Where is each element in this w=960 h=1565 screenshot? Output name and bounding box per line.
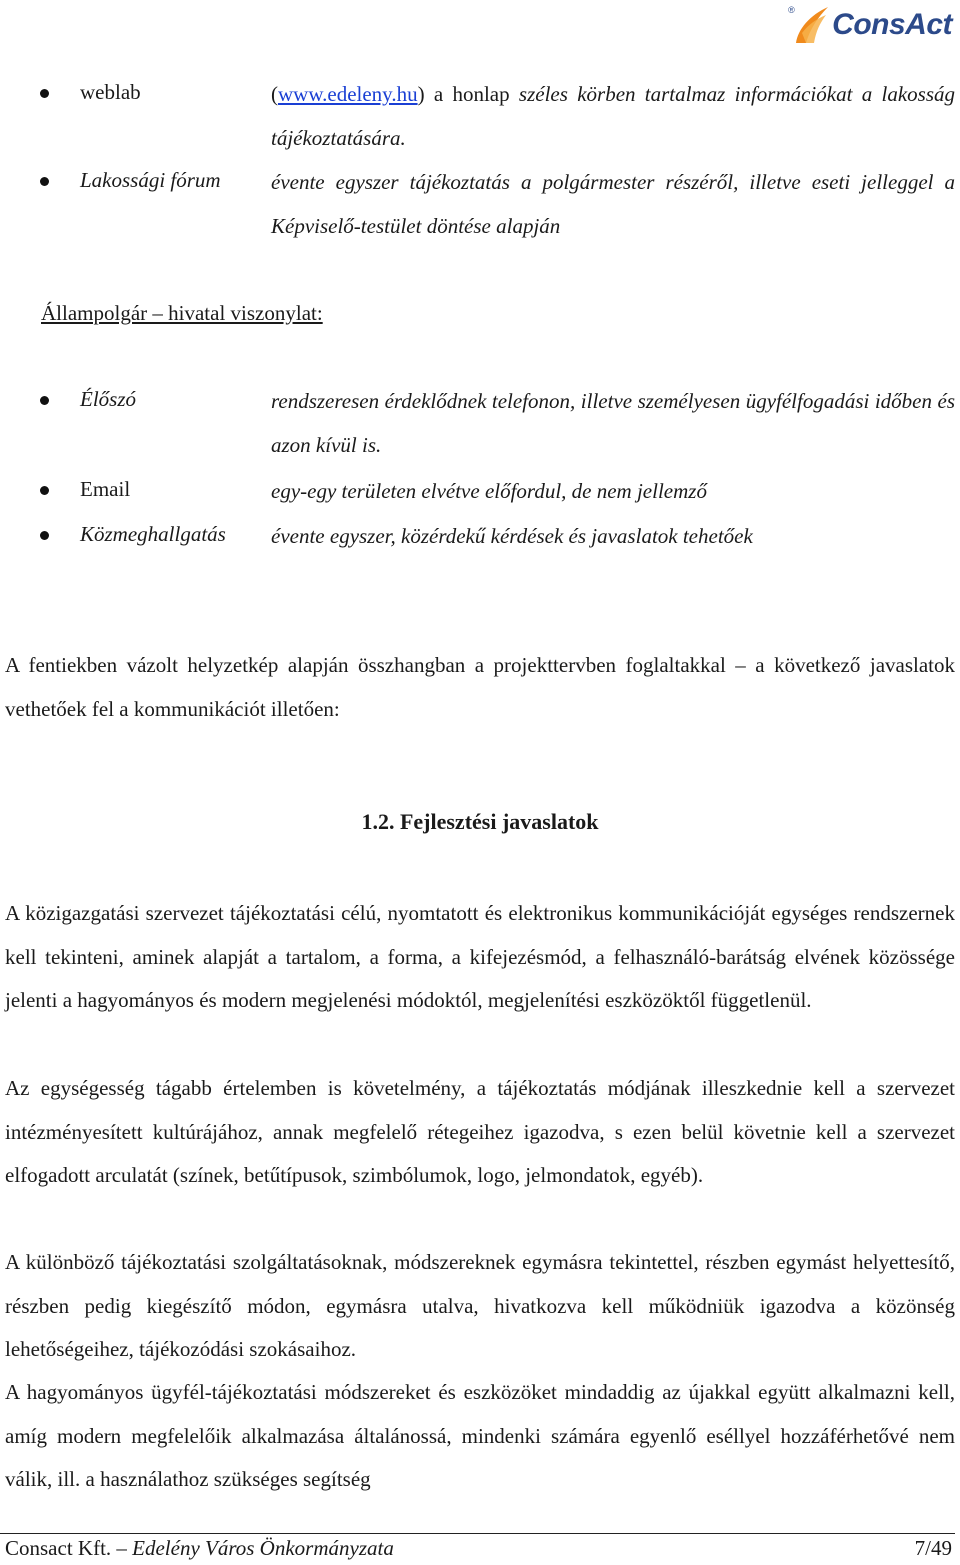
list-description: évente egyszer tájékoztatás a polgármester részéről, illetve eseti jelleggel a Képviselő-testület döntése alapján [271, 170, 955, 238]
registered-mark: ® [788, 5, 795, 15]
footer-company: Consact Kft. [5, 1536, 112, 1560]
body-paragraph: Az egységesség tágabb értelemben is követelmény, a tájékoztatás módjának illeszkednie kell a szervezet intézményesített kultúrájához, annak megfelelő rétegeihez igazodva, s ezen belül követnie kell a szervezet elfogadott arculatát (színek, betűtípusok, szimbólumok, logo, jelmondatok, egyéb). [5, 1076, 955, 1188]
footer-client: Edelény Város Önkormányzata [132, 1536, 394, 1560]
bullet-icon [40, 89, 49, 98]
logo-mark-icon [788, 3, 830, 47]
bullet-icon [40, 177, 49, 186]
bullet-icon [40, 531, 49, 540]
footer-divider [0, 1533, 955, 1534]
list-term: weblab [80, 80, 141, 104]
website-link[interactable]: www.edeleny.hu [278, 82, 418, 106]
list-term: Élőszó [80, 387, 137, 411]
page-number: 7/49 [914, 1536, 952, 1560]
list-description: egy-egy területen elvétve előfordul, de nem jellemző [271, 479, 707, 503]
logo-text: ConsAct [832, 8, 952, 41]
list-term: Lakossági fórum [80, 168, 221, 192]
intro-paragraph: A fentiekben vázolt helyzetkép alapján összhangban a projekttervben foglaltakkal – a következő javaslatok vethetőek fel a kommunikációt illetően: [5, 653, 955, 721]
footer-source [5, 1536, 394, 1561]
section-label: Állampolgár – hivatal viszonylat: [41, 301, 323, 325]
section-heading: 1.2. Fejlesztési javaslatok [361, 809, 599, 834]
body-paragraph: A hagyományos ügyfél-tájékoztatási módszereket és eszközöket mindaddig az újakkal együtt alkalmazni kell, amíg modern megfelelőik alkalmazása általánossá, mindenki számára egyenlő eséllyel hozzáférhetővé nem válik, ill. a használathoz szükséges segítség [5, 1380, 955, 1492]
body-paragraph: A különböző tájékoztatási szolgáltatásoknak, módszereknek egymásra tekintettel, részben egymást helyettesítő, részben pedig kiegészítő módon, egymásra utalva, hivatkozva kell működniük igazodva a közönség lehetőségeihez, tájékozódási szokásaihoz. [5, 1250, 955, 1362]
page-footer [5, 1536, 952, 1561]
list-description: rendszeresen érdeklődnek telefonon, illetve személyesen ügyfélfogadási időben és azon kívül is. [271, 389, 955, 457]
list-term: Közmeghallgatás [80, 522, 226, 546]
list-term: Email [80, 477, 131, 501]
desc-italic-text: széles körben tartalmaz információkat a lakosság tájékoztatására. [271, 82, 955, 150]
list-description [271, 72, 955, 160]
paren-open: ( [271, 82, 278, 106]
bullet-icon [40, 486, 49, 495]
consact-logo [788, 2, 952, 48]
body-paragraph: A közigazgatási szervezet tájékoztatási célú, nyomtatott és elektronikus kommunikációját egységes rendszernek kell tekinteni, aminek alapját a tartalom, a forma, a kifejezésmód, a felhasználó-barátság elvének közössége jelenti a hagyományos és modern megjelenési módoktól, megjelenítési eszközöktől függetlenül. [5, 901, 955, 1013]
desc-text: ) a honlap [417, 82, 519, 106]
list-description: évente egyszer, közérdekű kérdések és javaslatok tehetőek [271, 524, 753, 548]
bullet-icon [40, 396, 49, 405]
footer-separator: – [111, 1536, 133, 1560]
